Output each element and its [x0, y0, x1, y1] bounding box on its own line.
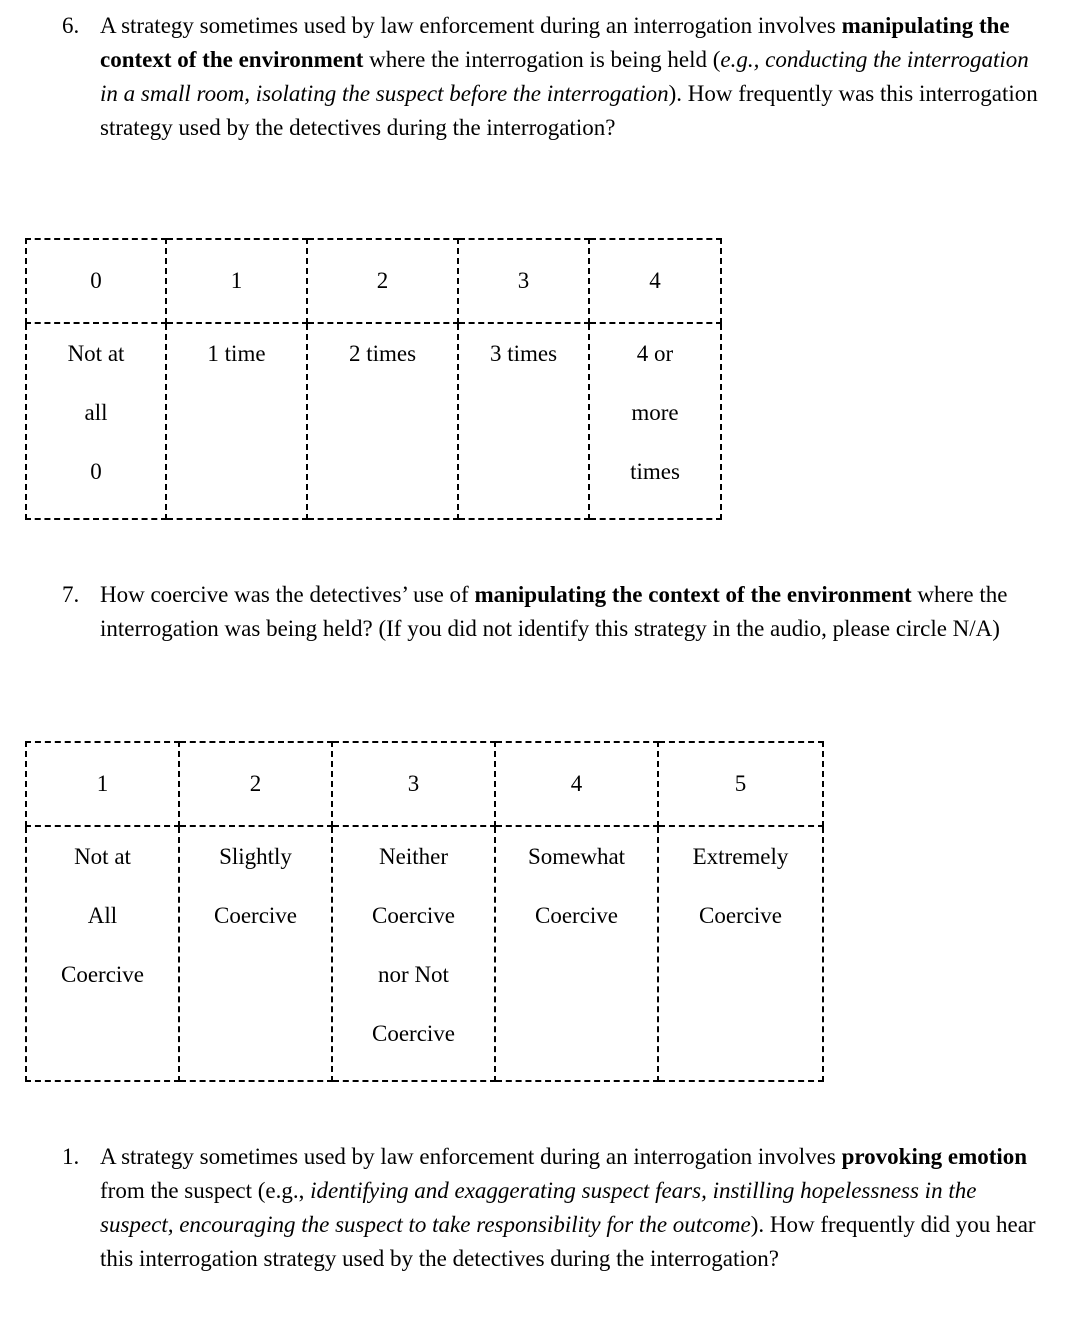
question-7-text: How coercive was the detectives’ use of manipulating the context of the environment where the interrogation was being held? (If you did not identify this strategy in the audio, please circle N/A): [100, 582, 1008, 641]
scale-option-number[interactable]: 4: [495, 742, 658, 826]
question-1-examples: identifying and exaggerating suspect fears, instilling hopelessness in the suspect, encouraging the suspect to take responsibility for the outcome: [100, 1178, 977, 1237]
frequency-scale-table: [25, 238, 722, 520]
question-7: [62, 578, 1052, 646]
scale-option-label[interactable]: Slightly Coercive: [179, 826, 332, 1081]
scale-option-number[interactable]: 0: [26, 239, 166, 323]
scale-option-label[interactable]: Somewhat Coercive: [495, 826, 658, 1081]
scale-option-number[interactable]: 1: [166, 239, 307, 323]
question-1-text: A strategy sometimes used by law enforcement during an interrogation involves provoking emotion from the suspect (e.g., identifying and exaggerating suspect fears, instilling hopelessness in the suspect, encouraging the suspect to take responsibility for the outcome). How frequently did you hear this interrogation strategy used by the detectives during the interrogation?: [100, 1144, 1036, 1271]
scale-option-number[interactable]: 2: [307, 239, 458, 323]
question-1-bold-phrase: provoking emotion: [841, 1144, 1028, 1169]
scale-option-number[interactable]: 3: [332, 742, 495, 826]
question-6-bold-phrase: manipulating the context of the environment: [100, 13, 1010, 72]
question-7-number: 7.: [62, 582, 80, 607]
scale-option-number[interactable]: 4: [589, 239, 721, 323]
scale-option-label[interactable]: Extremely Coercive: [658, 826, 823, 1081]
question-1: [62, 1140, 1052, 1276]
scale-option-label[interactable]: Not at all 0: [26, 323, 166, 519]
question-7-bold-phrase: manipulating the context of the environment: [474, 582, 912, 607]
scale-option-label[interactable]: 4 or more times: [589, 323, 721, 519]
question-6: [62, 9, 1052, 145]
question-6-number: 6.: [62, 13, 80, 38]
scale-option-number[interactable]: 5: [658, 742, 823, 826]
question-6-text: A strategy sometimes used by law enforcement during an interrogation involves manipulating the context of the environment where the interrogation is being held (e.g., conducting the interrogation in a small room, isolating the suspect before the interrogation). How frequently was this interrogation strategy used by the detectives during the interrogation?: [100, 13, 1038, 140]
question-1-number: 1.: [62, 1144, 80, 1169]
question-6-examples: conducting the interrogation in a small room, isolating the suspect before the interrogation: [100, 47, 1029, 106]
scale-option-label[interactable]: Neither Coercive nor Not Coercive: [332, 826, 495, 1081]
scale-option-label[interactable]: 1 time: [166, 323, 307, 519]
coerciveness-scale-table: [25, 741, 824, 1082]
scale-option-label[interactable]: Not at All Coercive: [26, 826, 179, 1081]
scale-option-label[interactable]: 3 times: [458, 323, 589, 519]
scale-option-number[interactable]: 3: [458, 239, 589, 323]
scale-option-number[interactable]: 2: [179, 742, 332, 826]
scale-option-number[interactable]: 1: [26, 742, 179, 826]
scale-option-label[interactable]: 2 times: [307, 323, 458, 519]
